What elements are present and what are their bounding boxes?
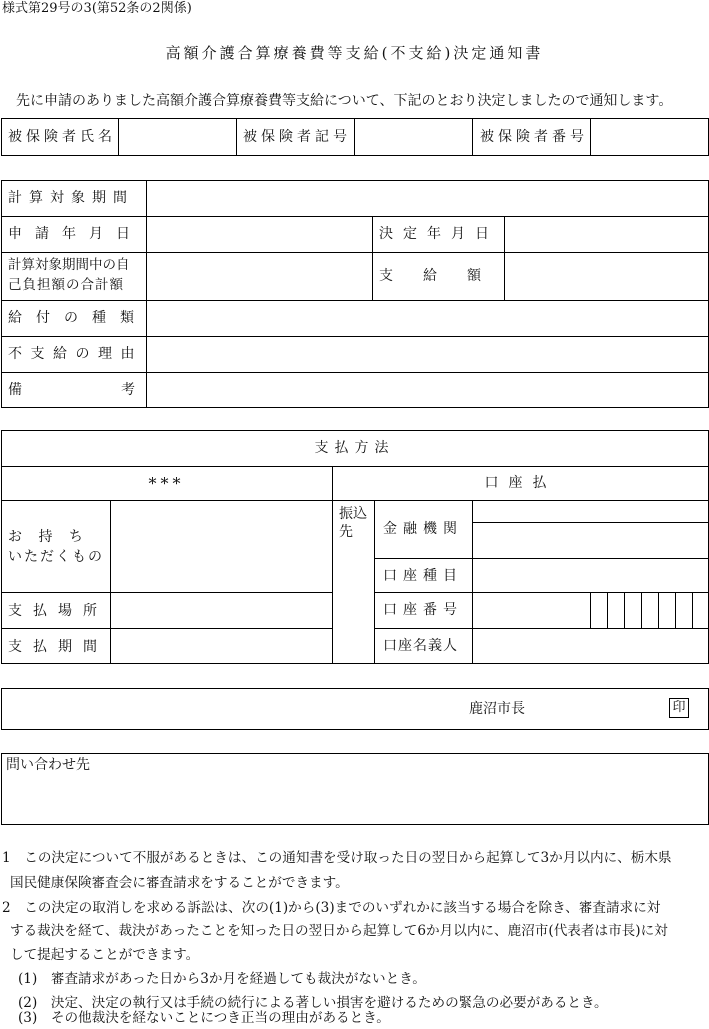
self-pay-label-line1: 計算対象期間中の自	[8, 257, 130, 273]
amount-label: 支給額	[379, 268, 511, 284]
bring-items-label-line1: お 持 ち	[8, 529, 83, 545]
note-2-sub3: (3) その他裁決を経ないことにつき正当の理由があるとき。	[18, 1010, 390, 1026]
account-holder-label: 口座名義人	[383, 638, 458, 654]
apply-date-label: 申請年月日	[8, 226, 143, 242]
note-2-line1: 2 この決定の取消しを求める訴訟は、次の(1)から(3)までのいずれかに該当する場合を除き、審査請求に対	[2, 900, 661, 916]
payment-left-header: ***	[148, 474, 185, 493]
payment-right-header: 口座払	[484, 475, 557, 491]
note-2-sub2: (2) 決定、決定の執行又は手続の続行による著しい損害を避けるための緊急の必要があるとき。	[18, 995, 608, 1011]
form-number: 様式第29号の3(第52条の2関係)	[2, 1, 192, 16]
note-2-line3: して提起することができます。	[10, 947, 200, 963]
intro-text: 先に申請のありました高額介護合算療養費等支給について、下記のとおり決定しましたので通知します。	[16, 93, 673, 109]
payment-place-label: 支払場所	[8, 603, 108, 619]
seal-mark: 印	[669, 698, 689, 718]
account-type-label: 口座種目	[383, 568, 463, 584]
inquiry-box	[1, 753, 709, 825]
self-pay-label-line2: 己負担額の合計額	[8, 277, 124, 293]
benefit-type-label: 給付の種類	[8, 310, 148, 326]
account-number-label: 口座番号	[383, 602, 463, 618]
refusal-reason-label: 不支給の理由	[8, 346, 143, 362]
document-title: 高額介護合算療養費等支給(不支給)決定通知書	[165, 44, 544, 62]
insured-name-label: 被保険者氏名	[8, 129, 116, 145]
insured-number-label: 被保険者番号	[480, 129, 588, 145]
note-2-line2: する裁決を経て、裁決があったことを知った日の翌日から起算して6か月以内に、鹿沼市(代表者は市長)に対	[10, 923, 668, 939]
bring-items-label-line2: いただくもの	[8, 549, 104, 565]
payment-period-label: 支払期間	[8, 639, 108, 655]
decision-date-label: 決定年月日	[379, 226, 499, 242]
issuer-box	[1, 688, 709, 730]
note-1-line2: 国民健康保険審査会に審査請求をすることができます。	[10, 875, 349, 891]
remarks-label: 備考	[8, 382, 234, 398]
inquiry-label: 問い合わせ先	[6, 757, 90, 773]
bank-label: 金融機関	[383, 521, 463, 537]
payment-method-header: 支払方法	[314, 440, 395, 456]
insured-symbol-label: 被保険者記号	[243, 129, 351, 145]
calc-period-label: 計算対象期間	[8, 190, 134, 206]
issuer-name: 鹿沼市長	[469, 701, 525, 717]
note-2-sub1: (1) 審査請求があった日から3か月を経過しても裁決がないとき。	[18, 971, 426, 987]
transfer-label-line2: 先	[339, 524, 353, 540]
transfer-label-line1: 振込	[339, 506, 367, 522]
note-1-line1: 1 この決定について不服があるときは、この通知書を受け取った日の翌日から起算して3か月以内に、栃木県	[2, 850, 672, 866]
